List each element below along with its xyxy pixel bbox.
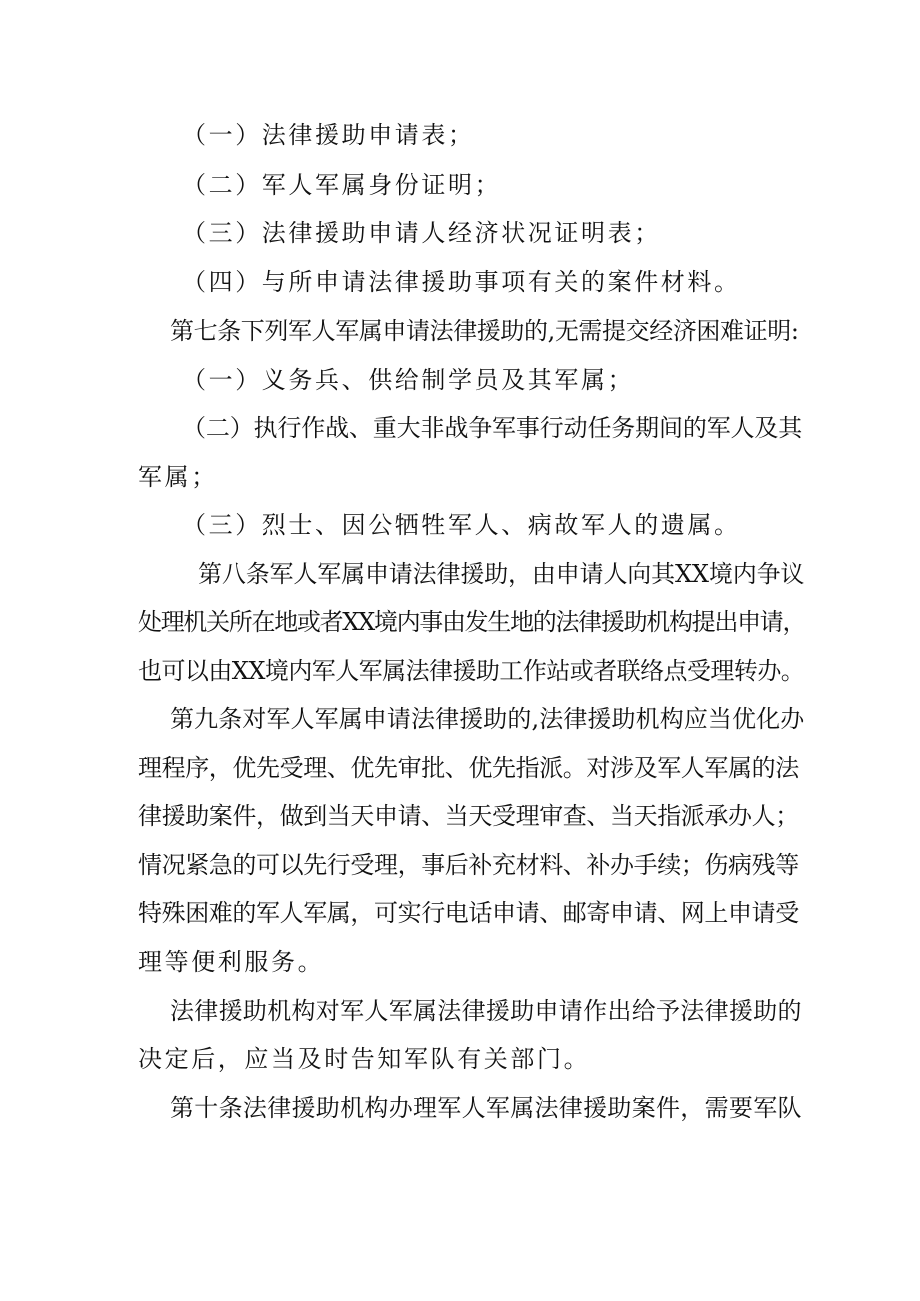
text-line-18: 理等便利服务。 (138, 948, 325, 976)
text-line-2: （二）军人军属身份证明； (182, 171, 502, 199)
text-line-11: 处理机关所在地或者XX境内事由发生地的法律援助机构提出申请， (138, 608, 806, 636)
text-line-13: 第九条对军人军属申请法律援助的,法律援助机构应当优化办 (170, 705, 805, 733)
text-line-12: 也可以由XX境内军人军属法律援助工作站或者联络点受理转办。 (138, 657, 805, 685)
text-line-19: 法律援助机构对军人军属法律援助申请作出给予法律援助的 (170, 997, 802, 1025)
text-line-1: （一）法律援助申请表； (182, 121, 475, 149)
text-line-10: 第八条军人军属申请法律援助，由申请人向其XX境内争议 (198, 560, 805, 588)
text-line-4: （四）与所申请法律援助事项有关的案件材料。 (182, 268, 741, 296)
text-line-15: 律援助案件，做到当天申请、当天受理审查、当天指派承办人； (138, 802, 799, 830)
text-line-14: 理程序，优先受理、优先审批、优先指派。对涉及军人军属的法 (138, 754, 799, 782)
text-line-21: 第十条法律援助机构办理军人军属法律援助案件，需要军队 (170, 1094, 802, 1122)
text-line-17: 特殊困难的军人军属，可实行电话申请、邮寄申请、网上申请受 (138, 899, 799, 927)
text-line-8: 军属； (138, 463, 218, 491)
text-line-7: （二）执行作战、重大非战争军事行动任务期间的军人及其 (182, 414, 803, 442)
text-line-6: （一）义务兵、供给制学员及其军属； (182, 366, 635, 394)
text-line-5: 第七条下列军人军属申请法律援助的,无需提交经济困难证明: (170, 317, 799, 345)
text-line-20: 决定后，应当及时告知军队有关部门。 (138, 1045, 591, 1073)
text-line-3: （三）法律援助申请人经济状况证明表； (182, 219, 661, 247)
text-line-16: 情况紧急的可以先行受理，事后补充材料、补办手续；伤病残等 (138, 851, 799, 879)
text-line-9: （三）烈士、因公牺牲军人、病故军人的遗属。 (182, 511, 741, 539)
